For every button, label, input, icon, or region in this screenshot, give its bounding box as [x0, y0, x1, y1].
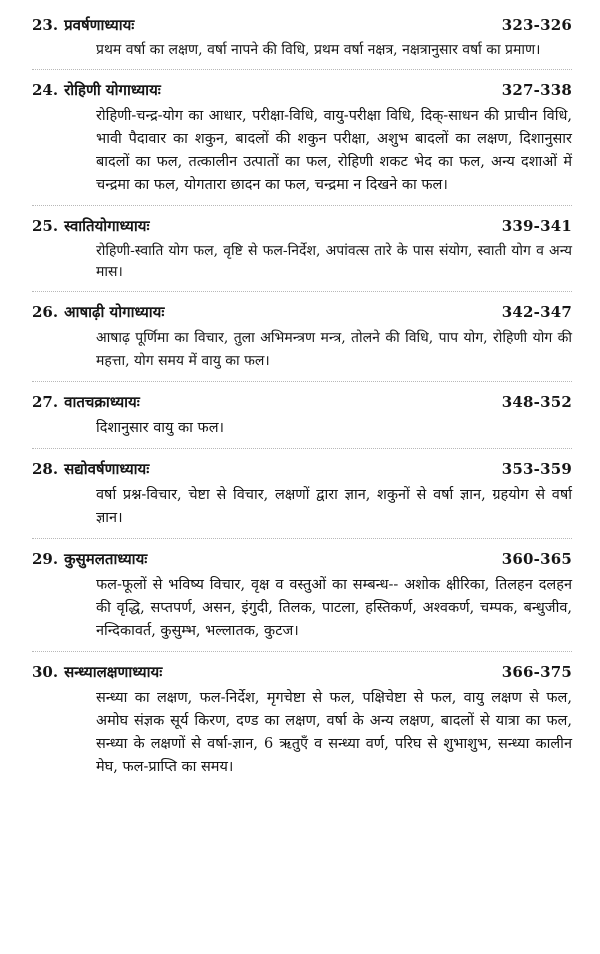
chapter-number: 28.	[32, 460, 59, 478]
toc-entry-27	[32, 391, 572, 449]
entry-heading	[32, 79, 572, 101]
page-range: 360-365	[501, 550, 572, 568]
chapter-description: आषाढ़ पूर्णिमा का विचार, तुला अभिमन्त्रण मन्त्र, तोलने की विधि, पाप योग, रोहिणी योग की महत्ता, योग समय में वायु का फल।	[96, 330, 572, 369]
chapter-description: सन्ध्या का लक्षण, फल-निर्देश, मृगचेष्टा से फल, पक्षिचेष्टा से फल, वायु लक्षण से फल, अमोघ संज्ञक सूर्य किरण, दण्ड का लक्षण, वर्षा के अन्य लक्षण, बादलों से यात्रा का फल, सन्ध्या के लक्षणों से वर्षा-ज्ञान, 6 ऋतुएँ व सन्ध्या वर्ण, परिघ से शुभाशुभ, सन्ध्या कालीन मेघ, फल-प्राप्ति का समय।	[96, 690, 572, 775]
chapter-description: वर्षा प्रश्न-विचार, चेष्टा से विचार, लक्षणों द्वारा ज्ञान, शकुनों से वर्षा ज्ञान, ग्रहयोग से वर्षा ज्ञान।	[96, 487, 572, 526]
entry-heading	[32, 458, 572, 480]
toc-entry-29	[32, 548, 572, 652]
page-range: 327-338	[501, 81, 572, 99]
entry-heading	[32, 391, 572, 413]
toc-entry-24	[32, 79, 572, 206]
chapter-number: 30.	[32, 663, 59, 681]
chapter-title: सद्योवर्षणाध्यायः	[64, 460, 150, 478]
toc-entry-28	[32, 458, 572, 539]
chapter-number: 27.	[32, 393, 59, 411]
entry-heading	[32, 215, 572, 237]
toc-entry-25	[32, 215, 572, 292]
entry-heading	[32, 301, 572, 323]
chapter-title: रोहिणी योगाध्यायः	[64, 81, 161, 99]
chapter-title: प्रवर्षणाध्यायः	[64, 16, 135, 34]
chapter-title: सन्ध्यालक्षणाध्यायः	[64, 663, 163, 681]
chapter-number: 29.	[32, 550, 59, 568]
chapter-title: स्वातियोगाध्यायः	[64, 217, 150, 235]
chapter-title: आषाढ़ी योगाध्यायः	[64, 303, 165, 321]
chapter-description: रोहिणी-चन्द्र-योग का आधार, परीक्षा-विधि, वायु-परीक्षा विधि, दिक्-साधन की प्राचीन विधि, भावी पैदावार का शकुन, बादलों की शकुन परीक्षा, अशुभ बादलों का लक्षण, दिशानुसार बादलों का फल, तत्कालीन उत्पातों का फल, रोहिणी शकट भेद का फल, अन्य दशाओं में चन्द्रमा का फल, योगतारा छादन का फल, चन्द्रमा न दिखने का फल।	[96, 108, 572, 193]
page-range: 353-359	[501, 460, 572, 478]
chapter-number: 26.	[32, 303, 59, 321]
chapter-description: प्रथम वर्षा का लक्षण, वर्षा नापने की विधि, प्रथम वर्षा नक्षत्र, नक्षत्रानुसार वर्षा का प्रमाण।	[96, 42, 541, 58]
chapter-title: कुसुमलताध्यायः	[64, 550, 148, 568]
chapter-number: 23.	[32, 16, 59, 34]
page-range: 323-326	[501, 16, 572, 34]
page-range: 366-375	[501, 663, 572, 681]
chapter-description: रोहिणी-स्वाति योग फल, वृष्टि से फल-निर्देश, अपांवत्स तारे के पास संयोग, स्वाती योग व अन्य मास।	[96, 243, 572, 280]
chapter-number: 25.	[32, 217, 59, 235]
toc-entry-30	[32, 661, 572, 788]
toc-entry-26	[32, 301, 572, 382]
chapter-title: वातचक्राध्यायः	[64, 393, 140, 411]
chapter-description: फल-फूलों से भविष्य विचार, वृक्ष व वस्तुओं का सम्बन्ध-- अशोक क्षीरिका, तिलहन दलहन की वृद्धि, सप्तपर्ण, असन, इंगुदी, तिलक, पाटला, हस्तिकर्ण, अश्वकर्ण, चम्पक, बन्धुजीव, नन्दिकावर्त, कुसुम्भ, भल्लातक, कुटज।	[96, 577, 572, 639]
page-range: 348-352	[501, 393, 572, 411]
entry-heading	[32, 14, 572, 36]
chapter-number: 24.	[32, 81, 59, 99]
toc-entry-23	[32, 14, 572, 70]
page-range: 339-341	[501, 217, 572, 235]
entry-heading	[32, 661, 572, 683]
page-range: 342-347	[501, 303, 572, 321]
chapter-description: दिशानुसार वायु का फल।	[96, 420, 225, 436]
entry-heading	[32, 548, 572, 570]
